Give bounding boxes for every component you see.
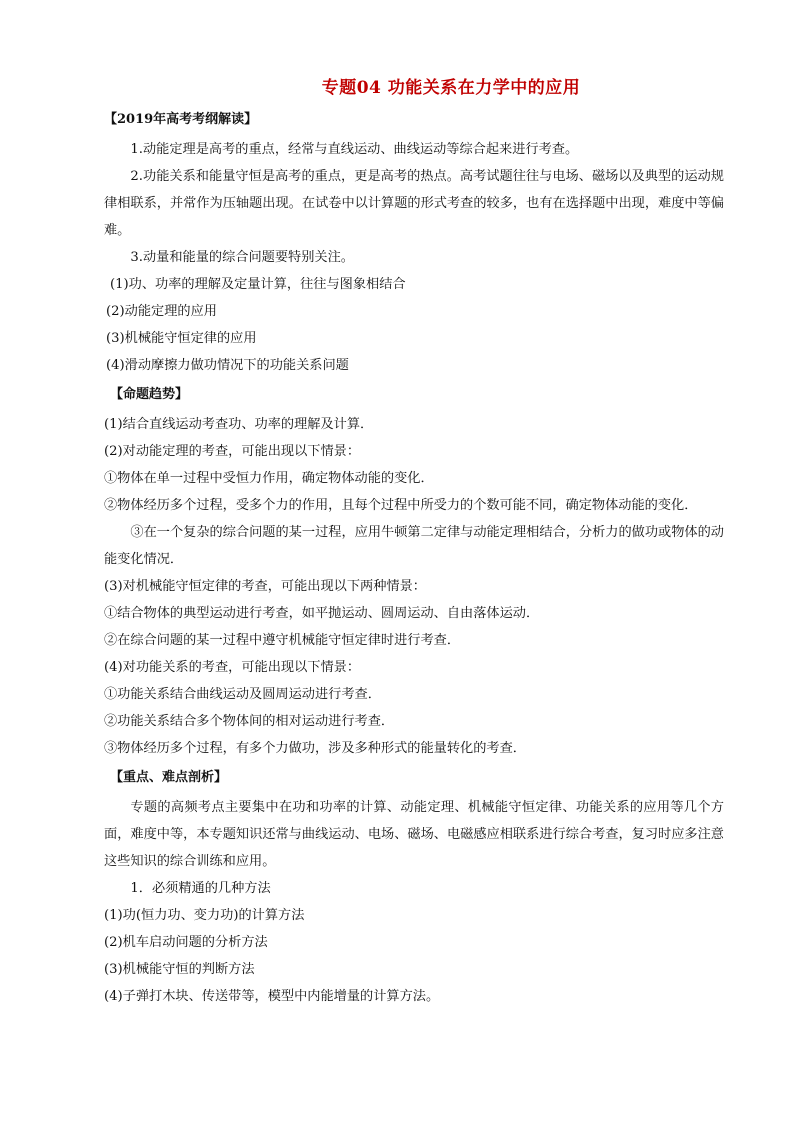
list-item: (3)对机械能守恒定律的考查，可能出现以下两种情景： [104,579,426,594]
list-item: (2)对动能定理的考查，可能出现以下情景： [104,444,361,459]
list-item: 1．必须精通的几种方法 [130,881,271,896]
list-item: (3)机械能守恒定律的应用 [106,331,257,346]
list-item: ①物体在单一过程中受恒力作用，确定物体动能的变化． [104,471,434,486]
list-item: (2)动能定理的应用 [106,304,217,319]
paragraph: 1.动能定理是高考的重点，经常与直线运动、曲线运动等综合起来进行考查。 [130,142,579,157]
list-item: (4)对功能关系的考查，可能出现以下情景： [104,660,361,675]
section-heading-key-points: 【重点、难点剖析】 [110,770,228,785]
section-heading-exam-outline: 【2019年高考考纲解读】 [104,112,258,127]
list-item: ①结合物体的典型运动进行考查，如平抛运动、圆周运动、自由落体运动． [104,606,540,621]
list-item: ①功能关系结合曲线运动及圆周运动进行考查． [104,687,381,702]
document-page [104,76,724,1010]
list-item: ②在综合问题的某一过程中遵守机械能守恒定律时进行考查． [104,633,461,648]
page-title: 专题04 功能关系在力学中的应用 [321,78,581,98]
list-item: ③物体经历多个过程，有多个力做功，涉及多种形式的能量转化的考查． [104,741,526,756]
list-item: (1)结合直线运动考查功、功率的理解及计算． [104,417,374,432]
list-item: (2)机车启动问题的分析方法 [104,935,268,950]
list-item: ②物体经历多个过程，受多个力的作用，且每个过程中所受力的个数可能不同，确定物体动能的变化． [104,498,698,513]
list-item: (3)机械能守恒的判断方法 [104,962,255,977]
paragraph: 专题的高频考点主要集中在功和功率的计算、动能定理、机械能守恒定律、功能关系的应用等几个方面，难度中等，本专题知识还常与曲线运动、电场、磁场、电磁感应相联系进行综合考查，复习时应多注意这些知识的综合训练和应用。 [104,800,724,869]
list-item: (4)子弹打木块、传送带等，模型中内能增量的计算方法。 [104,989,440,1004]
list-item: ②功能关系结合多个物体间的相对运动进行考查． [104,714,395,729]
list-item: (1)功、功率的理解及定量计算，往往与图象相结合 [110,277,406,292]
list-item: (4)滑动摩擦力做功情况下的功能关系问题 [106,358,349,373]
list-item: ③在一个复杂的综合问题的某一过程，应用牛顿第二定律与动能定理相结合，分析力的做功或物体的动能变化情况． [104,525,724,567]
section-heading-trends: 【命题趋势】 [110,387,189,402]
paragraph: 3.动量和能量的综合问题要特别关注。 [130,250,354,265]
paragraph: 2.功能关系和能量守恒是高考的重点，更是高考的热点。高考试题往往与电场、磁场以及典型的运动规律相联系，并常作为压轴题出现。在试卷中以计算题的形式考查的较多，也有在选择题中出现，难度中等偏难。 [104,169,724,238]
list-item: (1)功(恒力功、变力功)的计算方法 [104,908,305,923]
